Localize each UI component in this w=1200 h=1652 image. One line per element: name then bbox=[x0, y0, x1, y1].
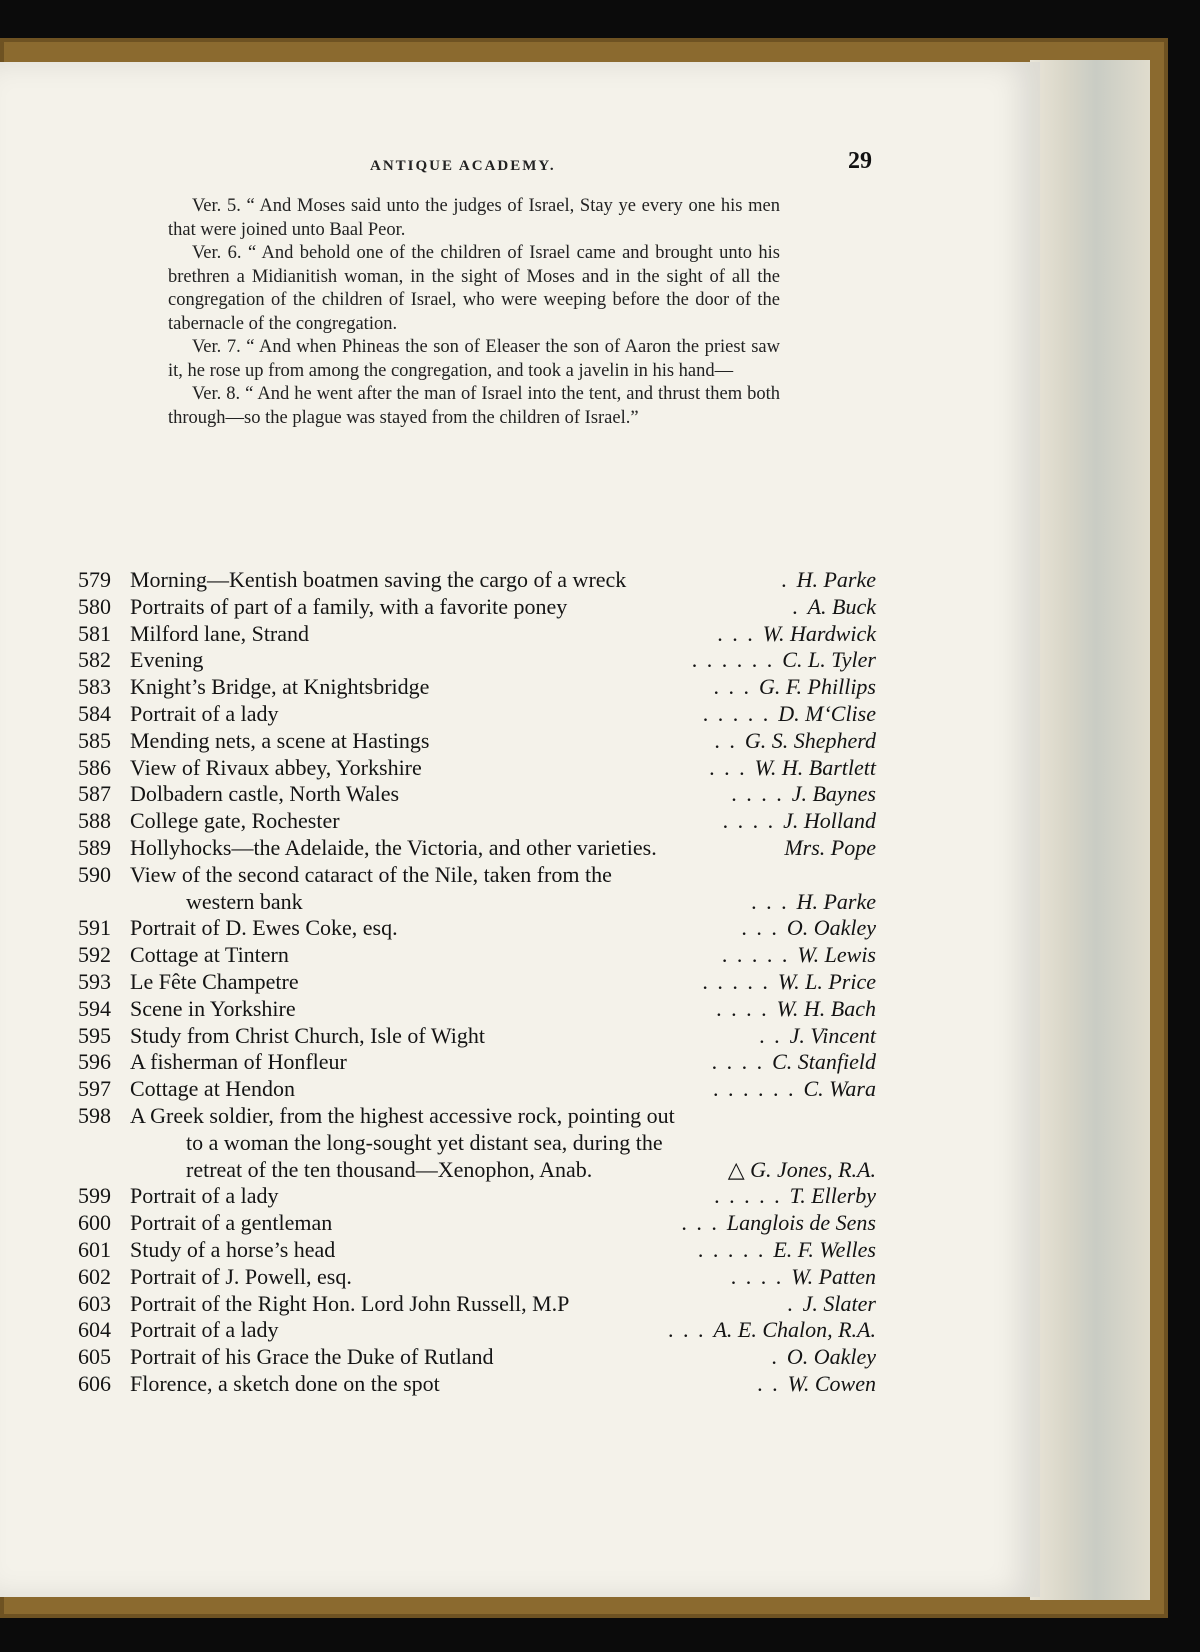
entry-title: Portrait of D. Ewes Coke, esq. bbox=[130, 915, 398, 941]
catalogue-entry bbox=[78, 996, 876, 1023]
entry-number: 589 bbox=[78, 834, 111, 860]
entry-title: Knight’s Bridge, at Knightsbridge bbox=[130, 674, 430, 700]
entry-row bbox=[78, 1103, 876, 1130]
catalogue-entry bbox=[78, 1023, 876, 1050]
entry-title: Study of a horse’s head bbox=[130, 1236, 336, 1262]
entry-number: 588 bbox=[78, 808, 111, 834]
entry-artist: G. F. Phillips bbox=[759, 674, 876, 700]
verse-paragraph: Ver. 8. “ And he went after the man of Israel into the tent, and thrust them both through—so the plague was stayed from the children of Israel.” bbox=[168, 384, 780, 428]
entry-number: 581 bbox=[78, 620, 111, 646]
entry-row bbox=[78, 1076, 876, 1103]
entry-title: Portrait of a lady bbox=[130, 1183, 279, 1209]
entry-number: 585 bbox=[78, 727, 111, 753]
entry-title: Cottage at Tintern bbox=[130, 942, 289, 968]
entry-number: 600 bbox=[78, 1210, 111, 1236]
page-number: 29 bbox=[848, 148, 872, 174]
entry-number: 579 bbox=[78, 567, 111, 592]
catalogue-entry bbox=[78, 621, 876, 648]
entry-artist: O. Oakley bbox=[786, 1344, 876, 1370]
entry-row bbox=[78, 728, 876, 755]
catalogue-list bbox=[78, 567, 876, 1398]
entry-leader-dots: . . . . . bbox=[697, 1236, 766, 1262]
verse-paragraph: Ver. 6. “ And behold one of the children of Israel came and brought unto his brethren a Midianitish woman, in the sight of Moses and in the sight of all the congregation of the children of Israel, who were weeping before the door of the tabernacle of the congregation. bbox=[168, 243, 780, 334]
entry-leader-dots: . . . . bbox=[716, 995, 769, 1021]
entry-artist: W. H. Bach bbox=[776, 995, 876, 1021]
entry-row bbox=[78, 1264, 876, 1291]
catalogue-entry bbox=[78, 674, 876, 701]
entry-title: Le Fête Champetre bbox=[130, 968, 299, 994]
entry-continuation bbox=[78, 1157, 876, 1184]
entry-number: 580 bbox=[78, 593, 111, 619]
entry-title: Portrait of the Right Hon. Lord John Russell, M.P bbox=[130, 1290, 570, 1316]
entry-row bbox=[78, 781, 876, 808]
entry-row bbox=[78, 701, 876, 728]
catalogue-entry bbox=[78, 594, 876, 621]
entry-leader-dots: . . . . bbox=[722, 808, 776, 834]
entry-artist: H. Parke bbox=[796, 567, 876, 592]
entry-row bbox=[78, 755, 876, 782]
catalogue-entry bbox=[78, 969, 876, 996]
entry-title: Dolbadern castle, North Wales bbox=[130, 781, 400, 807]
entry-row bbox=[78, 1183, 876, 1210]
entry-row bbox=[78, 1317, 876, 1344]
entry-title: Hollyhocks—the Adelaide, the Victoria, and other varieties. bbox=[130, 834, 657, 860]
entry-continuation-text: to a woman the long-sought yet distant sea, during the bbox=[186, 1129, 663, 1155]
entry-leader-dots: . . . bbox=[741, 915, 779, 941]
entry-title: Portraits of part of a family, with a favorite poney bbox=[130, 593, 568, 619]
catalogue-entry bbox=[78, 567, 876, 594]
entry-leader-dots: . . . bbox=[751, 888, 789, 914]
verse-paragraph: Ver. 5. “ And Moses said unto the judges of Israel, Stay ye every one his men that were joined unto Baal Peor. bbox=[168, 196, 780, 240]
catalogue-entry bbox=[78, 1210, 876, 1237]
entry-leader-dots: . . . bbox=[717, 620, 755, 646]
catalogue-entry bbox=[78, 755, 876, 782]
entry-row bbox=[78, 621, 876, 648]
entry-row bbox=[78, 1023, 876, 1050]
entry-artist: J. Holland bbox=[783, 808, 876, 834]
entry-row bbox=[78, 915, 876, 942]
entry-title: Cottage at Hendon bbox=[130, 1076, 295, 1102]
scripture-quote bbox=[168, 195, 780, 430]
catalogue-entry bbox=[78, 1371, 876, 1398]
catalogue-entry bbox=[78, 1049, 876, 1076]
entry-leader-dots: . bbox=[771, 1344, 779, 1370]
entry-artist: O. Oakley bbox=[786, 915, 876, 941]
entry-title: Florence, a sketch done on the spot bbox=[130, 1370, 440, 1396]
entry-continuation bbox=[78, 889, 876, 916]
entry-title: Study from Christ Church, Isle of Wight bbox=[130, 1022, 485, 1048]
entry-number: 591 bbox=[78, 915, 111, 941]
entry-number: 592 bbox=[78, 942, 111, 968]
entry-number: 604 bbox=[78, 1317, 111, 1343]
entry-artist: W. Hardwick bbox=[762, 620, 876, 646]
entry-row bbox=[78, 567, 876, 594]
page-edges bbox=[1030, 60, 1150, 1600]
entry-number: 587 bbox=[78, 781, 111, 807]
entry-row bbox=[78, 942, 876, 969]
entry-number: 606 bbox=[78, 1370, 111, 1396]
entry-artist: C. L. Tyler bbox=[782, 647, 876, 673]
entry-number: 586 bbox=[78, 754, 111, 780]
catalogue-entry bbox=[78, 1237, 876, 1264]
entry-title: Portrait of J. Powell, esq. bbox=[130, 1263, 352, 1289]
entry-leader-dots: . . . . . bbox=[702, 700, 771, 726]
entry-artist: C. Stanfield bbox=[772, 1049, 876, 1075]
entry-artist: E. F. Welles bbox=[773, 1236, 876, 1262]
running-title: ANTIQUE ACADEMY. bbox=[370, 158, 556, 174]
catalogue-entry bbox=[78, 1183, 876, 1210]
entry-leader-dots: . . . . . . bbox=[712, 1076, 796, 1102]
entry-leader-dots: . . . . bbox=[730, 1263, 784, 1289]
entry-number: 603 bbox=[78, 1290, 111, 1316]
page-header bbox=[160, 148, 880, 184]
entry-artist: Mrs. Pope bbox=[784, 834, 876, 860]
catalogue-entry bbox=[78, 1317, 876, 1344]
entry-number: 599 bbox=[78, 1183, 111, 1209]
entry-title: Portrait of a lady bbox=[130, 700, 279, 726]
entry-artist: A. E. Chalon, R.A. bbox=[713, 1317, 876, 1343]
entry-row bbox=[78, 1237, 876, 1264]
catalogue-entry bbox=[78, 915, 876, 942]
entry-number: 598 bbox=[78, 1102, 111, 1128]
catalogue-entry bbox=[78, 647, 876, 674]
entry-artist: D. M‘Clise bbox=[778, 700, 876, 726]
entry-number: 594 bbox=[78, 995, 111, 1021]
entry-row bbox=[78, 1049, 876, 1076]
entry-continuation-text: western bank bbox=[186, 888, 303, 914]
entry-number: 593 bbox=[78, 968, 111, 994]
catalogue-entry bbox=[78, 781, 876, 808]
catalogue-entry bbox=[78, 835, 876, 862]
entry-title: View of Rivaux abbey, Yorkshire bbox=[130, 754, 422, 780]
entry-row bbox=[78, 1210, 876, 1237]
entry-title: Scene in Yorkshire bbox=[130, 995, 296, 1021]
entry-title: Morning—Kentish boatmen saving the cargo of a wreck bbox=[130, 567, 627, 592]
catalogue-entry bbox=[78, 1264, 876, 1291]
entry-artist: W. Lewis bbox=[797, 942, 876, 968]
entry-leader-dots: . . . bbox=[667, 1317, 706, 1343]
entry-leader-dots: . . . . . bbox=[714, 1183, 782, 1209]
entry-number: 582 bbox=[78, 647, 111, 673]
entry-leader-dots: . bbox=[787, 1290, 795, 1316]
catalogue-entry bbox=[78, 1344, 876, 1371]
entry-row bbox=[78, 647, 876, 674]
entry-number: 583 bbox=[78, 674, 111, 700]
entry-leader-dots: . bbox=[781, 567, 789, 592]
entry-leader-dots: . . bbox=[714, 727, 737, 753]
entry-leader-dots: . . . . . bbox=[721, 942, 790, 968]
entry-number: 602 bbox=[78, 1263, 111, 1289]
entry-number: 601 bbox=[78, 1236, 111, 1262]
entry-leader-dots: . . bbox=[757, 1370, 780, 1396]
entry-artist: Langlois de Sens bbox=[726, 1210, 876, 1236]
entry-title: Evening bbox=[130, 647, 204, 673]
entry-number: 596 bbox=[78, 1049, 111, 1075]
verse-paragraph: Ver. 7. “ And when Phineas the son of Eleaser the son of Aaron the priest saw it, he rose up from among the congregation, and took a javelin in his hand— bbox=[168, 337, 780, 381]
entry-number: 595 bbox=[78, 1022, 111, 1048]
entry-artist: J. Baynes bbox=[791, 781, 876, 807]
entry-artist: G. S. Shepherd bbox=[744, 727, 876, 753]
entry-title: View of the second cataract of the Nile, taken from the bbox=[130, 861, 612, 887]
catalogue-entry bbox=[78, 1076, 876, 1103]
entry-title: A Greek soldier, from the highest accessive rock, pointing out bbox=[130, 1102, 675, 1128]
entry-leader-dots: . . . . . bbox=[702, 968, 770, 994]
catalogue-entry bbox=[78, 701, 876, 728]
entry-title: Mending nets, a scene at Hastings bbox=[130, 727, 430, 753]
entry-title: Portrait of a gentleman bbox=[130, 1210, 333, 1236]
entry-title: Portrait of a lady bbox=[130, 1317, 279, 1343]
entry-artist: A. Buck bbox=[807, 593, 876, 619]
entry-number: 597 bbox=[78, 1076, 111, 1102]
entry-title: Portrait of his Grace the Duke of Rutland bbox=[130, 1344, 494, 1370]
entry-number: 605 bbox=[78, 1344, 111, 1370]
entry-artist: W. L. Price bbox=[777, 968, 876, 994]
entry-row bbox=[78, 594, 876, 621]
catalogue-entry bbox=[78, 1291, 876, 1318]
entry-number: 590 bbox=[78, 861, 111, 887]
entry-number: 584 bbox=[78, 700, 111, 726]
entry-row bbox=[78, 996, 876, 1023]
entry-continuation-text: retreat of the ten thousand—Xenophon, Anab. bbox=[186, 1156, 593, 1182]
catalogue-entry bbox=[78, 1103, 876, 1183]
entry-row bbox=[78, 1371, 876, 1398]
entry-title: Milford lane, Strand bbox=[130, 620, 310, 646]
entry-leader-dots: . bbox=[792, 593, 800, 619]
entry-title: A fisherman of Honfleur bbox=[130, 1049, 347, 1075]
entry-row bbox=[78, 969, 876, 996]
entry-leader-dots: . . bbox=[759, 1022, 782, 1048]
entry-leader-dots: . . . . bbox=[711, 1049, 765, 1075]
entry-artist: J. Vincent bbox=[789, 1022, 876, 1048]
entry-artist: C. Wara bbox=[803, 1076, 876, 1102]
entry-continuation bbox=[78, 1130, 876, 1157]
entry-artist: W. H. Bartlett bbox=[754, 754, 876, 780]
entry-artist: W. Cowen bbox=[787, 1370, 876, 1396]
entry-leader-dots: . . . . bbox=[731, 781, 784, 807]
entry-row bbox=[78, 1291, 876, 1318]
catalogue-entry bbox=[78, 728, 876, 755]
entry-row bbox=[78, 674, 876, 701]
entry-artist: T. Ellerby bbox=[789, 1183, 876, 1209]
entry-leader-dots: . . . . . . bbox=[691, 647, 775, 673]
catalogue-entry bbox=[78, 862, 876, 916]
catalogue-entry bbox=[78, 942, 876, 969]
entry-artist: W. Patten bbox=[791, 1263, 876, 1289]
entry-leader-dots: . . . bbox=[713, 674, 752, 700]
entry-leader-dots: . . . bbox=[709, 754, 747, 780]
entry-row bbox=[78, 862, 876, 889]
entry-row bbox=[78, 808, 876, 835]
entry-artist: H. Parke bbox=[796, 888, 876, 914]
entry-row bbox=[78, 835, 876, 862]
entry-title: College gate, Rochester bbox=[130, 808, 340, 834]
entry-row bbox=[78, 1344, 876, 1371]
catalogue-entry bbox=[78, 808, 876, 835]
entry-artist: △ G. Jones, R.A. bbox=[727, 1156, 876, 1182]
entry-artist: J. Slater bbox=[802, 1290, 876, 1316]
entry-leader-dots: . . . bbox=[681, 1210, 719, 1236]
